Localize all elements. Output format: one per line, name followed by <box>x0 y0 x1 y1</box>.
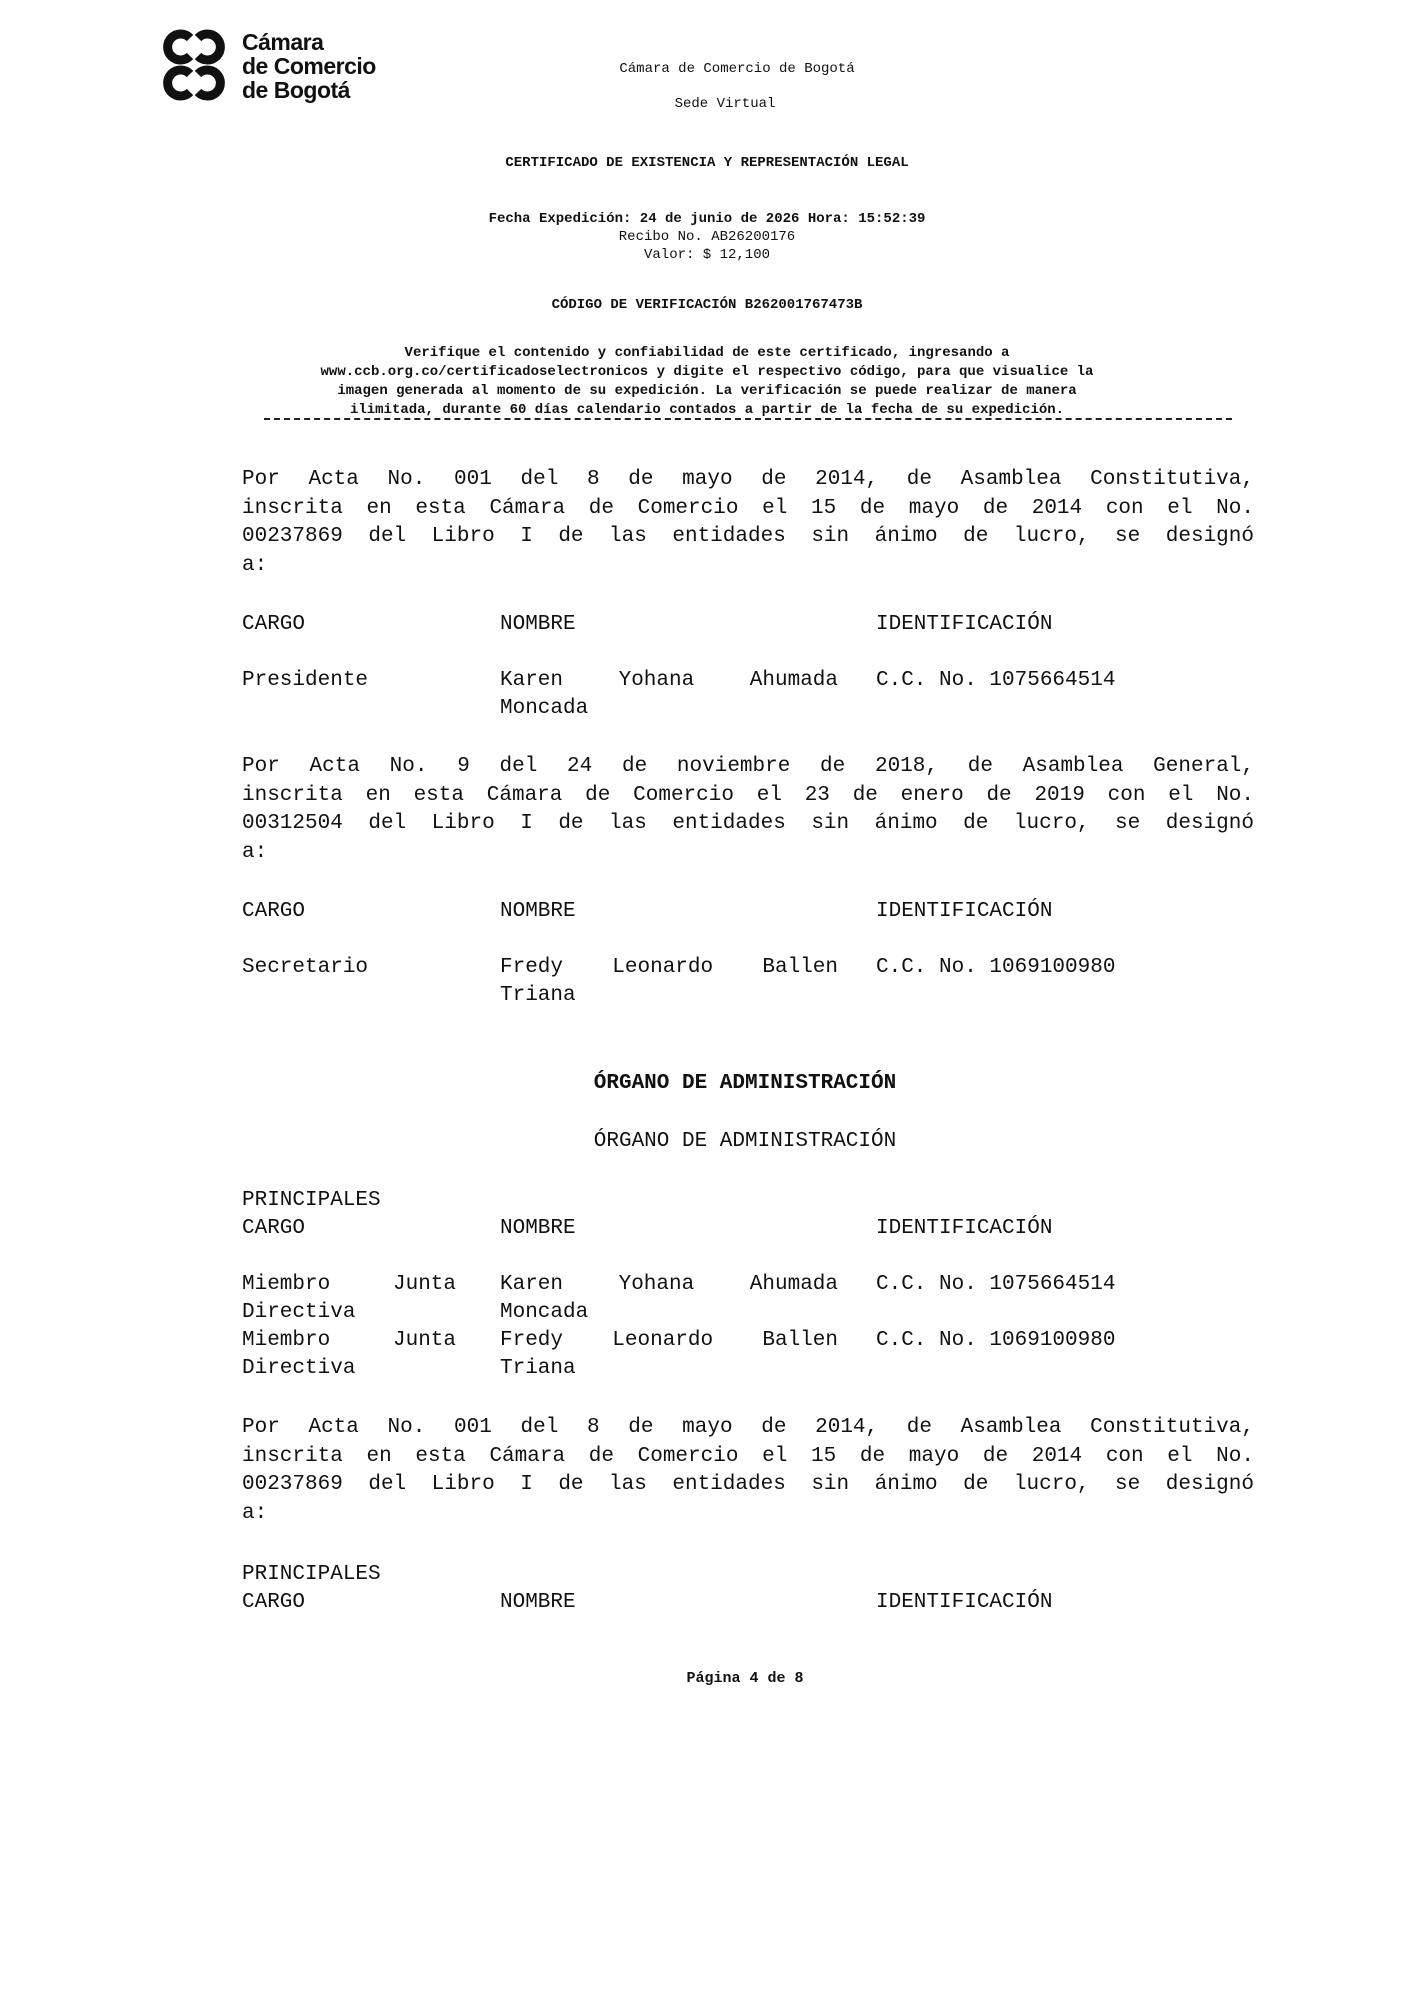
logo-line: Cámara <box>242 29 324 55</box>
appointment-paragraph <box>242 753 1254 867</box>
principales-text: PRINCIPALES <box>242 1189 381 1212</box>
nombre-line: Fredy Leonardo Ballen <box>500 956 838 979</box>
nombre-line: Karen Yohana Ahumada <box>500 1273 838 1296</box>
receipt-value: Valor: $ 12,100 <box>643 247 771 263</box>
header-identificacion: IDENTIFICACIÓN <box>876 613 1053 636</box>
header-nombre: NOMBRE <box>500 613 576 636</box>
cell-identificacion: C.C. No. 1075664514 <box>876 669 1116 692</box>
notice-line: Verifique el contenido y confiabilidad de este certificado, ingresando a <box>404 345 1010 361</box>
cell-cargo: Secretario <box>242 956 369 979</box>
section-subtitle: ÓRGANO DE ADMINISTRACIÓN <box>593 1130 897 1153</box>
header-identificacion: IDENTIFICACIÓN <box>876 900 1053 923</box>
receipt-number: Recibo No. AB26200176 <box>618 229 796 245</box>
cell-cargo <box>242 1327 456 1383</box>
appointment-paragraph <box>242 466 1254 580</box>
header-nombre: NOMBRE <box>500 1591 576 1614</box>
notice-line: ilimitada, durante 60 días calendario contados a partir de la fecha de su expedición. <box>349 402 1065 418</box>
paragraph-line: a: <box>242 553 268 577</box>
page-number: Página 4 de 8 <box>686 1670 804 1687</box>
cell-nombre <box>500 1327 838 1383</box>
paragraph-line: Por Acta No. 001 del 8 de mayo de 2014, de Asamblea Constitutiva, <box>242 468 1254 491</box>
paragraph-line: inscrita en esta Cámara de Comercio el 15 de mayo de 2014 con el No. <box>242 496 1254 520</box>
header-cargo: CARGO <box>242 1591 306 1614</box>
header-identificacion: IDENTIFICACIÓN <box>876 1591 1053 1614</box>
cargo-line: Directiva <box>242 1357 356 1380</box>
header-org: Cámara de Comercio de Bogotá <box>619 61 855 77</box>
table-row <box>242 1271 1254 1327</box>
nombre-line: Karen Yohana Ahumada <box>500 669 838 692</box>
logo-line: de Comercio <box>242 53 376 79</box>
cell-identificacion: C.C. No. 1069100980 <box>876 956 1116 979</box>
cell-identificacion: C.C. No. 1069100980 <box>876 1329 1116 1352</box>
table-row <box>242 954 1254 1014</box>
table-row <box>242 1327 1254 1383</box>
section-title: ÓRGANO DE ADMINISTRACIÓN <box>593 1072 897 1095</box>
header-identificacion: IDENTIFICACIÓN <box>876 1217 1053 1240</box>
cell-cargo <box>242 1271 456 1327</box>
principales-text: PRINCIPALES <box>242 1563 381 1586</box>
cargo-line: Miembro Junta <box>242 1329 456 1352</box>
paragraph-line: inscrita en esta Cámara de Comercio el 15 de mayo de 2014 con el No. <box>242 1444 1254 1468</box>
verification-code: CÓDIGO DE VERIFICACIÓN B262001767473B <box>551 297 863 313</box>
paragraph-line: Por Acta No. 9 del 24 de noviembre de 2018, de Asamblea General, <box>242 755 1254 778</box>
cell-nombre <box>500 954 838 1010</box>
header-cargo: CARGO <box>242 900 306 923</box>
paragraph-line: 00312504 del Libro I de las entidades sin ánimo de lucro, se designó <box>242 812 1254 835</box>
nombre-line: Triana <box>500 984 576 1007</box>
nombre-line: Triana <box>500 1357 576 1380</box>
logo-line: de Bogotá <box>242 77 350 103</box>
issue-date: Fecha Expedición: 24 de junio de 2026 Hora: 15:52:39 <box>488 211 926 227</box>
cell-identificacion: C.C. No. 1075664514 <box>876 1273 1116 1296</box>
cell-cargo: Presidente <box>242 669 369 692</box>
paragraph-line: a: <box>242 840 268 864</box>
nombre-line: Fredy Leonardo Ballen <box>500 1329 838 1352</box>
notice-line: imagen generada al momento de su expedición. La verificación se puede realizar de manera <box>337 383 1077 399</box>
header-nombre: NOMBRE <box>500 1217 576 1240</box>
cargo-line: Miembro Junta <box>242 1273 456 1296</box>
cell-nombre <box>500 1271 838 1327</box>
table-row <box>242 667 1254 727</box>
nombre-line: Moncada <box>500 697 589 720</box>
paragraph-line: a: <box>242 1501 268 1525</box>
divider <box>264 418 1232 420</box>
header-cargo: CARGO <box>242 613 306 636</box>
paragraph-line: Por Acta No. 001 del 8 de mayo de 2014, de Asamblea Constitutiva, <box>242 1416 1254 1439</box>
header-nombre: NOMBRE <box>500 900 576 923</box>
header-site: Sede Virtual <box>674 96 776 112</box>
cargo-line: Directiva <box>242 1301 356 1324</box>
paragraph-line: inscrita en esta Cámara de Comercio el 23 de enero de 2019 con el No. <box>242 783 1254 807</box>
notice-line: www.ccb.org.co/certificadoselectronicos y digite el respectivo código, para que visualice la <box>320 364 1094 380</box>
appointment-paragraph <box>242 1414 1254 1528</box>
paragraph-line: 00237869 del Libro I de las entidades sin ánimo de lucro, se designó <box>242 1473 1254 1496</box>
nombre-line: Moncada <box>500 1301 589 1324</box>
paragraph-line: 00237869 del Libro I de las entidades sin ánimo de lucro, se designó <box>242 525 1254 548</box>
header-cargo: CARGO <box>242 1217 306 1240</box>
certificate-title: CERTIFICADO DE EXISTENCIA Y REPRESENTACIÓN LEGAL <box>505 155 909 171</box>
cell-nombre <box>500 667 838 723</box>
